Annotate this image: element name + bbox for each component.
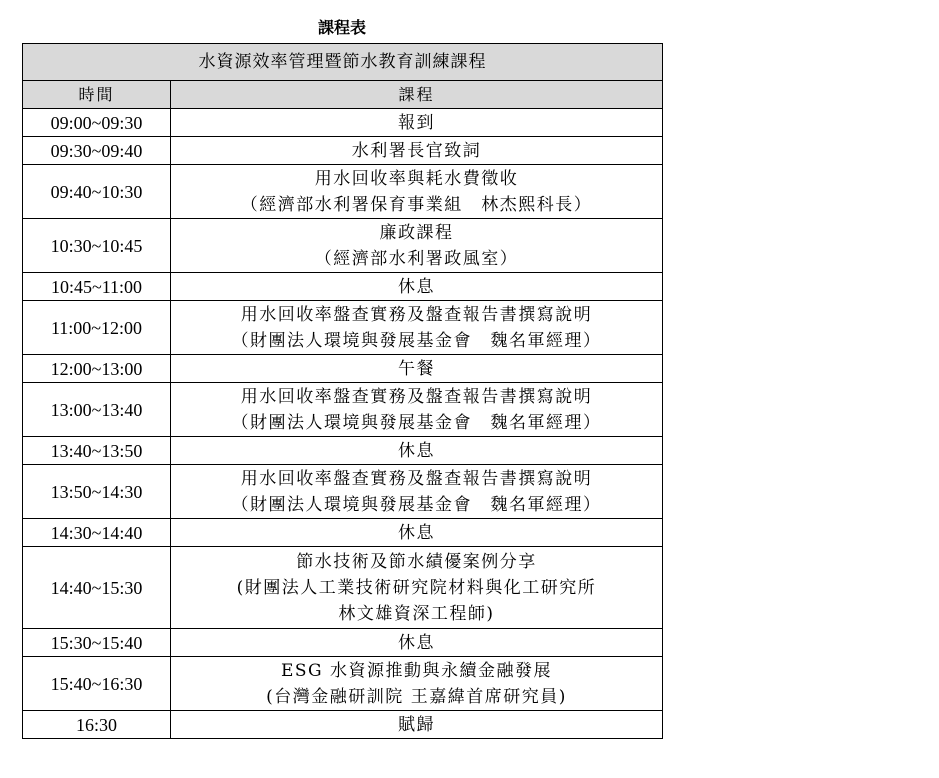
time-cell: 10:30~10:45 xyxy=(23,219,171,273)
time-cell: 14:40~15:30 xyxy=(23,547,171,629)
time-cell: 16:30 xyxy=(23,711,171,739)
course-line: 廉政課程 xyxy=(379,222,454,243)
table-row xyxy=(23,109,663,137)
course-line: (財團法人工業技術研究院材料與化工研究所 xyxy=(236,577,597,598)
course-cell xyxy=(171,137,663,165)
course-cell xyxy=(171,383,663,437)
course-cell xyxy=(171,165,663,219)
time-cell: 14:30~14:40 xyxy=(23,519,171,547)
course-line: 用水回收率盤查實務及盤查報告書撰寫說明 xyxy=(240,304,593,325)
schedule-body xyxy=(23,109,663,739)
course-line: 休息 xyxy=(398,522,435,543)
course-line: 用水回收率盤查實務及盤查報告書撰寫說明 xyxy=(240,468,593,489)
course-line: 節水技術及節水績優案例分享 xyxy=(296,551,537,572)
course-line: 水利署長官致詞 xyxy=(351,140,482,161)
time-cell: 11:00~12:00 xyxy=(23,301,171,355)
table-title-row xyxy=(23,44,663,81)
table-row xyxy=(23,383,663,437)
column-header-row xyxy=(23,81,663,109)
time-cell: 13:00~13:40 xyxy=(23,383,171,437)
schedule-table xyxy=(22,43,663,739)
time-cell: 10:45~11:00 xyxy=(23,273,171,301)
course-cell xyxy=(171,301,663,355)
course-line: ESG 水資源推動與永續金融發展 xyxy=(280,660,553,681)
table-row xyxy=(23,355,663,383)
time-cell: 15:40~16:30 xyxy=(23,657,171,711)
column-header-time: 時間 xyxy=(23,81,171,109)
course-line: 林文雄資深工程師) xyxy=(338,603,495,624)
time-cell: 13:50~14:30 xyxy=(23,465,171,519)
course-line: （財團法人環境與發展基金會 魏名軍經理） xyxy=(231,412,602,433)
course-line: 午餐 xyxy=(398,358,435,379)
course-line: （財團法人環境與發展基金會 魏名軍經理） xyxy=(231,494,602,515)
course-line: 用水回收率盤查實務及盤查報告書撰寫說明 xyxy=(240,386,593,407)
time-cell: 12:00~13:00 xyxy=(23,355,171,383)
course-cell xyxy=(171,629,663,657)
time-cell: 15:30~15:40 xyxy=(23,629,171,657)
document-title: 課程表 xyxy=(317,18,366,37)
table-row xyxy=(23,465,663,519)
table-row xyxy=(23,137,663,165)
course-cell xyxy=(171,219,663,273)
course-line: (台灣金融研訓院 王嘉緯首席研究員) xyxy=(266,686,567,707)
table-row xyxy=(23,301,663,355)
table-row xyxy=(23,273,663,301)
course-line: （經濟部水利署政風室） xyxy=(314,248,519,269)
table-row xyxy=(23,711,663,739)
course-cell xyxy=(171,109,663,137)
course-line: 休息 xyxy=(398,276,435,297)
table-row xyxy=(23,165,663,219)
table-row xyxy=(23,547,663,629)
course-cell xyxy=(171,657,663,711)
table-row xyxy=(23,437,663,465)
table-row xyxy=(23,657,663,711)
course-cell xyxy=(171,437,663,465)
course-line: 用水回收率與耗水費徵收 xyxy=(314,168,519,189)
course-line: 休息 xyxy=(398,440,435,461)
course-cell xyxy=(171,355,663,383)
course-line: （財團法人環境與發展基金會 魏名軍經理） xyxy=(231,330,602,351)
time-cell: 09:00~09:30 xyxy=(23,109,171,137)
time-cell: 09:40~10:30 xyxy=(23,165,171,219)
time-cell: 13:40~13:50 xyxy=(23,437,171,465)
table-title: 水資源效率管理暨節水教育訓練課程 xyxy=(23,44,663,81)
time-cell: 09:30~09:40 xyxy=(23,137,171,165)
course-line: 休息 xyxy=(398,632,435,653)
course-cell xyxy=(171,547,663,629)
course-cell xyxy=(171,465,663,519)
table-row xyxy=(23,219,663,273)
course-cell xyxy=(171,519,663,547)
table-row xyxy=(23,629,663,657)
course-cell xyxy=(171,711,663,739)
course-cell xyxy=(171,273,663,301)
course-line: 賦歸 xyxy=(398,714,435,735)
column-header-course: 課程 xyxy=(171,81,663,109)
course-line: （經濟部水利署保育事業組 林杰熙科長） xyxy=(240,194,593,215)
course-line: 報到 xyxy=(398,112,435,133)
table-row xyxy=(23,519,663,547)
